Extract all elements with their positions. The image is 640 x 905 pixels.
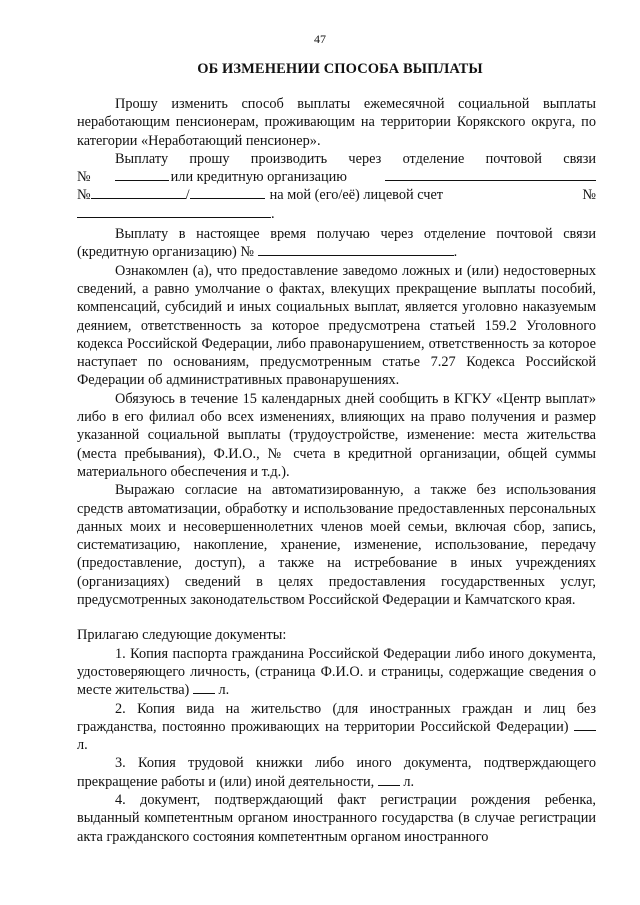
attachment-item-1-pages-unit: л. bbox=[218, 682, 230, 699]
attachment-item-2 bbox=[77, 700, 596, 755]
attachment-item-3 bbox=[77, 754, 596, 791]
attachment-item-4: 4. документ, подтверждающий факт регистрации рождения ребенка, выданный компетентным органом иностранного государства (в случае регистрации акта гражданского состояния компетентным органом иностранного bbox=[77, 791, 596, 845]
subbranch-number-field[interactable] bbox=[190, 186, 265, 199]
number-sign-3: № bbox=[582, 187, 596, 204]
paragraph-current-payment bbox=[77, 225, 596, 262]
account-label: на мой (его/её) лицевой счет bbox=[269, 187, 444, 204]
attachment-item-1-pages-field[interactable] bbox=[193, 681, 215, 694]
attachments-heading: Прилагаю следующие документы: bbox=[77, 627, 287, 644]
current-payment-number-field[interactable] bbox=[258, 243, 454, 256]
paragraph-obligation: Обязуюсь в течение 15 календарных дней сообщить в КГКУ «Центр выплат» либо в его филиал обо всех изменениях, влияющих на право получения и размер указанной социальной выплаты (трудоустройстве, изменение: места жительства (места пребывания), Ф.И.О., № счета в кредитной организации, общей суммы материального обеспечения и т.д.). bbox=[77, 390, 596, 480]
number-sign-2: № bbox=[77, 187, 91, 204]
postal-office-number-field[interactable] bbox=[115, 168, 169, 181]
attachment-item-1-text: 1. Копия паспорта гражданина Российской Федерации либо иного документа, удостоверяющего личность, (страница Ф.И.О. и страницы, содержащие сведения о месте жительства) bbox=[77, 645, 596, 699]
slash: / bbox=[185, 187, 190, 204]
account-line bbox=[77, 186, 596, 204]
number-sign: № bbox=[77, 169, 91, 186]
attachment-item-2-pages-unit: л. bbox=[77, 737, 88, 754]
attachment-item-2-text: 2. Копия вида на жительство (для иностранных граждан и лиц без гражданства, постоянно проживающих на территории Российской Федерации) bbox=[77, 700, 596, 735]
page-number: 47 bbox=[314, 32, 326, 46]
credit-organization-field[interactable] bbox=[385, 168, 596, 181]
account-number-field[interactable] bbox=[77, 205, 271, 218]
paragraph-payment-via: Выплату прошу производить через отделение почтовой связи bbox=[115, 150, 596, 167]
period-2: . bbox=[453, 244, 458, 261]
attachment-item-3-pages-field[interactable] bbox=[378, 773, 400, 786]
account-number-line bbox=[77, 205, 596, 223]
attachment-item-3-pages-unit: л. bbox=[403, 773, 415, 790]
period: . bbox=[271, 205, 275, 222]
attachment-item-3-text: 3. Копия трудовой книжки либо иного документа, подтверждающего прекращение работы и (или) иной деятельности, bbox=[77, 755, 596, 790]
document-body bbox=[77, 95, 596, 846]
branch-number-field[interactable] bbox=[91, 186, 186, 199]
attachment-item-1 bbox=[77, 645, 596, 700]
current-payment-text: Выплату в настоящее время получаю через отделение почтовой связи (кредитную организацию) № bbox=[77, 226, 596, 261]
or-credit-org-label: или кредитную организацию bbox=[170, 169, 347, 186]
paragraph-consent: Выражаю согласие на автоматизированную, а также без использования средств автоматизации, обработку и использование предоставленных персональных данных моих и несовершеннолетних членов моей семьи, включая сбор, запись, систематизацию, накопление, хранение, изменение, использование, передачу (предоставление, доступ), а также на истребование в иных учреждениях (организациях) сведений в целях предоставления государственных услуг, предусмотренных законодательством Российской Федерации и Камчатского края. bbox=[77, 482, 596, 609]
paragraph-change-request: Прошу изменить способ выплаты ежемесячной социальной выплаты неработающим пенсионерам, проживающим на территории Корякского округа, по категории «Неработающий пенсионер». bbox=[77, 96, 596, 149]
paragraph-liability: Ознакомлен (а), что предоставление заведомо ложных и (или) недостоверных сведений, а равно умолчание о фактах, влекущих прекращение выплаты пособий, компенсаций, субсидий и иных социальных выплат, является уголовно наказуемым деянием, ответственность за которое предусмотрена статьей 159.2 Уголовного кодекса Российской Федерации, либо правонарушением, ответственность за которое наступает по основаниям, предусмотренным статье 7.27 Кодекса Российской Федерации об административных правонарушениях. bbox=[77, 262, 596, 389]
document-title: ОБ ИЗМЕНЕНИИ СПОСОБА ВЫПЛАТЫ bbox=[197, 61, 483, 77]
postal-office-line bbox=[77, 168, 596, 186]
attachment-item-2-pages-field[interactable] bbox=[574, 718, 596, 731]
